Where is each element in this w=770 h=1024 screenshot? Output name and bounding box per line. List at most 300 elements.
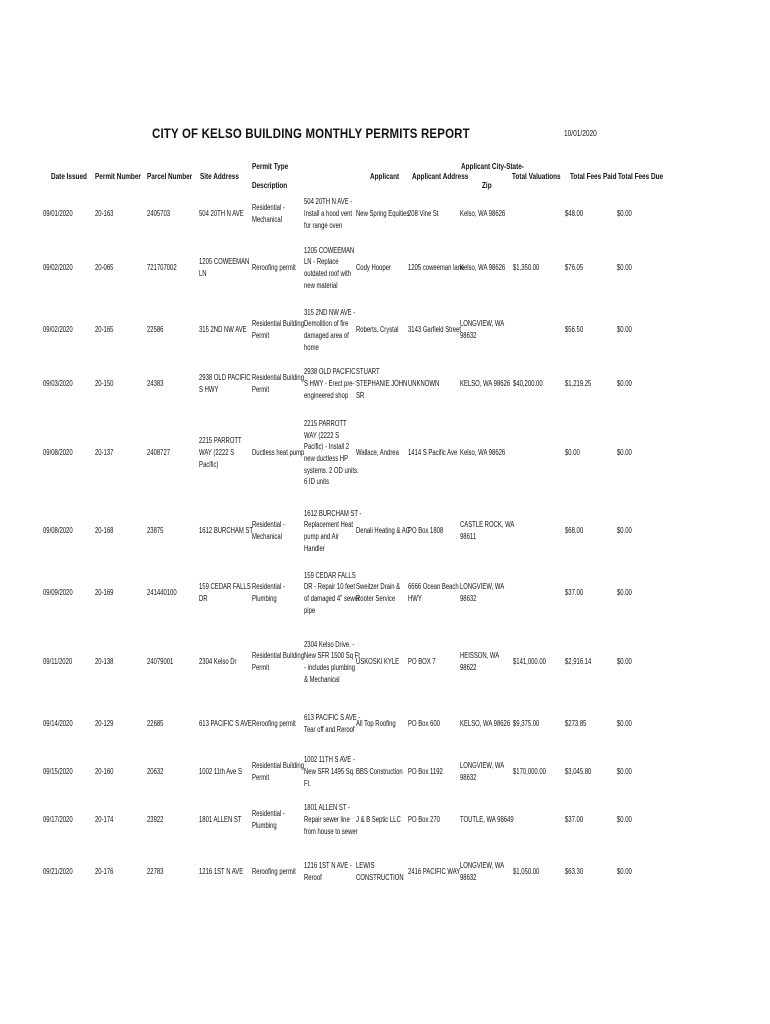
cell-parcel-number <box>147 447 170 459</box>
cell-permit-number-line: 20-150 <box>95 379 114 389</box>
cell-applicant-line: All Top Roofing <box>356 719 396 729</box>
cell-applicant <box>356 581 400 604</box>
cell-site-address <box>199 581 251 604</box>
cell-parcel-number-line: 23922 <box>147 815 164 825</box>
cell-applicant-address-line: PO BOX 7 <box>408 657 436 667</box>
cell-applicant-city-line: 98632 <box>460 873 477 882</box>
cell-applicant-address-line: 6666 Ocean Beach <box>408 582 459 592</box>
cell-applicant-city <box>460 860 504 883</box>
cell-description-line: Demolition of fire <box>304 319 349 329</box>
cell-applicant-city-line: TOUTLE, WA 98649 <box>460 815 514 825</box>
cell-description <box>304 196 352 231</box>
cell-applicant-city-line: LONGVIEW, WA <box>460 319 505 329</box>
cell-site-address <box>199 525 253 537</box>
cell-permit-number <box>95 814 113 826</box>
cell-total-fees-due-line: $0.00 <box>617 379 632 389</box>
cell-description-line: 2215 PARROTT <box>304 418 347 428</box>
cell-site-address-line: 1205 COWEEMAN <box>199 257 250 267</box>
cell-description-line: - includes plumbing <box>304 663 356 672</box>
cell-date-issued <box>43 766 73 778</box>
cell-permit-type-line: Permit <box>252 385 270 394</box>
cell-site-address-line: DR <box>199 594 208 603</box>
cell-total-valuation-line: $1,350.00 <box>513 263 540 273</box>
cell-permit-number-line: 20-065 <box>95 263 114 273</box>
cell-description-line: 2304 Kelso Drive. - <box>304 639 355 649</box>
cell-permit-number-line: 20-165 <box>95 325 114 335</box>
cell-permit-type-line: Reroofing permit <box>252 867 296 877</box>
cell-applicant-line: CONSTRUCTION <box>356 873 404 882</box>
cell-date-issued <box>43 587 73 599</box>
cell-date-issued-line: 09/08/2020 <box>43 448 73 458</box>
cell-permit-number <box>95 718 113 730</box>
cell-applicant-city <box>460 718 510 730</box>
cell-permit-type <box>252 581 285 604</box>
cell-applicant-address <box>408 581 459 604</box>
cell-site-address-line: Pacific) <box>199 459 219 469</box>
cell-total-fees-due-line: $0.00 <box>617 867 632 877</box>
cell-applicant-line: USKOSKI KYLE <box>356 657 400 667</box>
cell-permit-type-line: Residential Building <box>252 319 304 329</box>
cell-applicant-address-line: PO Box 270 <box>408 815 440 825</box>
cell-site-address <box>199 435 242 470</box>
cell-total-fees-due-line: $0.00 <box>617 588 632 598</box>
cell-total-fees-paid-line: $1,219.25 <box>565 379 592 389</box>
cell-applicant-address-line: 2416 PACIFIC WAY <box>408 867 461 877</box>
cell-date-issued-line: 09/02/2020 <box>43 325 73 335</box>
header-applicant-zip: Zip <box>482 181 492 190</box>
cell-site-address <box>199 256 249 279</box>
cell-permit-type <box>252 866 296 878</box>
cell-site-address <box>199 372 251 395</box>
cell-applicant-address-line: PO Box 1192 <box>408 767 443 777</box>
cell-applicant-city <box>460 581 504 604</box>
cell-applicant-address <box>408 208 439 220</box>
cell-total-fees-paid <box>565 262 583 274</box>
cell-applicant-city-line: LONGVIEW, WA <box>460 582 505 592</box>
cell-site-address <box>199 766 242 778</box>
cell-total-valuation-line: $1,050.00 <box>513 867 540 877</box>
cell-permit-type-line: Permit <box>252 331 270 340</box>
cell-total-valuation <box>513 262 539 274</box>
cell-date-issued <box>43 324 73 336</box>
cell-permit-type-line: Residential - <box>252 809 285 819</box>
cell-parcel-number <box>147 766 163 778</box>
cell-applicant-address <box>408 525 443 537</box>
cell-description-line: engineered shop <box>304 390 349 400</box>
cell-total-fees-due <box>617 587 632 599</box>
cell-description-line: DR - Repair 10 feet <box>304 582 356 592</box>
cell-total-fees-due <box>617 208 632 220</box>
header-total-fees-due: Total Fees Due <box>618 172 664 181</box>
cell-permit-type-line: Residential - <box>252 520 285 530</box>
header-parcel-number: Parcel Number <box>147 172 193 181</box>
cell-applicant <box>356 656 399 668</box>
cell-description-line: new ductless HP <box>304 454 349 463</box>
cell-permit-type <box>252 650 304 673</box>
cell-total-fees-paid-line: $273.85 <box>565 719 587 729</box>
cell-applicant-city-line: LONGVIEW, WA <box>460 861 505 871</box>
cell-date-issued <box>43 525 73 537</box>
cell-date-issued-line: 09/08/2020 <box>43 526 73 536</box>
cell-date-issued-line: 09/09/2020 <box>43 588 73 598</box>
cell-total-fees-due <box>617 378 632 390</box>
cell-parcel-number <box>147 587 177 599</box>
cell-applicant-line: SR <box>356 390 365 400</box>
cell-date-issued-line: 09/14/2020 <box>43 719 73 729</box>
cell-applicant <box>356 525 410 537</box>
header-site-address: Site Address <box>200 172 239 181</box>
cell-total-fees-paid-line: $37.00 <box>565 815 584 825</box>
cell-applicant-address <box>408 766 443 778</box>
cell-site-address <box>199 718 252 730</box>
cell-permit-number-line: 20-168 <box>95 526 114 536</box>
cell-parcel-number <box>147 262 177 274</box>
cell-site-address-line: 159 CEDAR FALLS <box>199 582 251 592</box>
cell-applicant <box>356 262 391 274</box>
cell-permit-type-line: Mechanical <box>252 532 282 541</box>
cell-site-address <box>199 866 243 878</box>
cell-date-issued <box>43 262 73 274</box>
cell-date-issued <box>43 378 73 390</box>
cell-applicant-city-line: 98632 <box>460 773 477 782</box>
cell-total-fees-paid <box>565 718 586 730</box>
cell-total-fees-due-line: $0.00 <box>617 719 632 729</box>
cell-applicant-city-line: 98632 <box>460 594 477 603</box>
cell-applicant-line: BBS Construction <box>356 767 403 777</box>
header-date-issued: Date Issued <box>51 172 87 181</box>
cell-applicant-city <box>460 262 505 274</box>
cell-site-address-line: 613 PACIFIC S AVE <box>199 719 252 729</box>
cell-total-fees-paid-line: $48.00 <box>565 209 584 219</box>
cell-permit-type-line: Reroofing permit <box>252 263 296 273</box>
cell-site-address-line: 1612 BURCHAM ST <box>199 526 253 536</box>
cell-permit-type-line: Ductless heat pump <box>252 448 305 458</box>
cell-description-line: 1801 ALLEN ST - <box>304 803 350 813</box>
cell-applicant-line: Wallace, Andrea <box>356 448 399 458</box>
cell-date-issued-line: 09/21/2020 <box>43 867 73 877</box>
cell-site-address-line: S HWY <box>199 385 219 394</box>
cell-permit-type <box>252 372 304 395</box>
header-description: Description <box>252 181 288 190</box>
cell-total-fees-paid <box>565 866 583 878</box>
cell-total-fees-paid <box>565 587 583 599</box>
cell-total-fees-paid-line: $63.30 <box>565 867 584 877</box>
cell-description-line: 504 20TH N AVE - <box>304 197 353 207</box>
cell-total-fees-due-line: $0.00 <box>617 209 632 219</box>
cell-date-issued-line: 09/03/2020 <box>43 379 73 389</box>
cell-permit-number <box>95 525 113 537</box>
cell-parcel-number <box>147 525 163 537</box>
cell-permit-number <box>95 208 113 220</box>
cell-applicant-city <box>460 208 505 220</box>
cell-parcel-number <box>147 718 163 730</box>
cell-permit-type-line: Residential Building <box>252 373 304 383</box>
cell-parcel-number <box>147 656 173 668</box>
cell-permit-type-line: Residential - <box>252 203 285 213</box>
cell-description-line: Ft. <box>304 778 311 788</box>
cell-description <box>304 418 359 488</box>
cell-total-fees-due-line: $0.00 <box>617 448 632 458</box>
cell-permit-type <box>252 262 296 274</box>
cell-site-address <box>199 814 241 826</box>
cell-description-line: Handler <box>304 543 325 553</box>
cell-applicant-city-line: Kelso, WA 98626 <box>460 263 506 273</box>
cell-parcel-number-line: 24079001 <box>147 657 174 667</box>
cell-permit-type <box>252 447 304 459</box>
cell-description <box>304 508 361 555</box>
cell-applicant-line: Rooter Service <box>356 594 396 603</box>
cell-permit-number-line: 20-137 <box>95 448 114 458</box>
cell-applicant-city-line: KELSO, WA 98626 <box>460 719 511 729</box>
cell-parcel-number <box>147 866 163 878</box>
cell-description-line: LN - Replace <box>304 257 339 267</box>
cell-permit-number-line: 20-160 <box>95 767 114 777</box>
cell-permit-type-line: Plumbing <box>252 594 277 603</box>
cell-permit-type <box>252 519 285 542</box>
cell-description-line: pipe <box>304 605 316 615</box>
cell-total-fees-due <box>617 447 632 459</box>
cell-description <box>304 570 360 617</box>
cell-total-fees-due <box>617 324 632 336</box>
cell-permit-type <box>252 718 296 730</box>
cell-total-fees-paid <box>565 378 591 390</box>
cell-parcel-number-line: 2408727 <box>147 448 171 458</box>
cell-description <box>304 307 355 354</box>
cell-total-fees-due <box>617 718 632 730</box>
cell-applicant-line: Roberts, Crystal <box>356 325 399 335</box>
cell-site-address-line: 1801 ALLEN ST <box>199 815 242 825</box>
cell-description <box>304 712 360 735</box>
cell-total-fees-paid-line: $0.00 <box>565 448 580 458</box>
cell-applicant-city <box>460 519 514 542</box>
cell-total-fees-paid-line: $37.00 <box>565 588 584 598</box>
cell-applicant-address <box>408 718 440 730</box>
cell-applicant-city <box>460 378 510 390</box>
cell-description-line: 1205 COWEEMAN <box>304 245 355 255</box>
cell-site-address-line: WAY (2222 S <box>199 448 235 458</box>
cell-site-address-line: 2215 PARROTT <box>199 436 242 446</box>
cell-permit-type-line: Residential Building <box>252 761 304 771</box>
cell-applicant-address <box>408 866 460 878</box>
cell-parcel-number-line: 20632 <box>147 767 164 777</box>
cell-permit-number <box>95 656 113 668</box>
cell-description-line: New SFR 1495 Sq. <box>304 767 355 777</box>
cell-total-fees-due-line: $0.00 <box>617 657 632 667</box>
cell-permit-type-line: Mechanical <box>252 215 282 224</box>
cell-description <box>304 245 354 292</box>
cell-description-line: outdated roof with <box>304 269 352 278</box>
cell-applicant-city-line: HEISSON, WA <box>460 651 500 661</box>
cell-applicant <box>356 718 396 730</box>
cell-permit-number-line: 20-176 <box>95 867 114 877</box>
cell-date-issued-line: 09/01/2020 <box>43 209 73 219</box>
cell-parcel-number-line: 241440100 <box>147 588 177 598</box>
header-permit-type: Permit Type <box>252 162 289 171</box>
cell-applicant-address-line: 208 Vine St <box>408 209 439 219</box>
cell-description-line: & Mechanical <box>304 674 340 684</box>
cell-applicant-address-line: PO Box 1808 <box>408 526 444 536</box>
cell-total-valuation-line: $9,375.00 <box>513 719 540 729</box>
cell-permit-type <box>252 318 304 341</box>
cell-description <box>304 802 358 837</box>
cell-applicant-address-line: PO Box 600 <box>408 719 440 729</box>
header-total-fees-paid: Total Fees Paid <box>570 172 617 181</box>
cell-applicant-city <box>460 318 504 341</box>
cell-applicant-address-line: HWY <box>408 594 422 603</box>
cell-permit-number-line: 20-169 <box>95 588 114 598</box>
cell-date-issued-line: 09/11/2020 <box>43 657 73 667</box>
cell-permit-type-line: Reroofing permit <box>252 719 296 729</box>
cell-applicant-address-line: 3143 Garfield Street <box>408 325 461 335</box>
report-title: CITY OF KELSO BUILDING MONTHLY PERMITS REPORT <box>152 125 470 141</box>
cell-permit-type-line: Residential - <box>252 582 285 592</box>
cell-date-issued <box>43 814 73 826</box>
header-permit-number: Permit Number <box>95 172 141 181</box>
cell-site-address-line: LN <box>199 269 207 278</box>
cell-applicant-line: STEPHANIE JOHN <box>356 379 408 389</box>
cell-description-line: from house to sewer <box>304 826 358 836</box>
cell-applicant-city-line: LONGVIEW, WA <box>460 761 505 771</box>
cell-parcel-number-line: 22586 <box>147 325 164 335</box>
cell-permit-number <box>95 324 113 336</box>
cell-total-valuation-line: $170,000.00 <box>513 767 546 777</box>
cell-total-fees-paid-line: $3,045.80 <box>565 767 592 777</box>
cell-site-address <box>199 324 247 336</box>
cell-description <box>304 860 352 883</box>
cell-parcel-number-line: 2405703 <box>147 209 171 219</box>
cell-applicant-address-line: UNKNOWN <box>408 379 440 389</box>
header-applicant: Applicant <box>370 172 400 181</box>
cell-applicant <box>356 366 407 401</box>
cell-total-fees-due <box>617 656 632 668</box>
cell-description-line: Replacement Heat <box>304 520 354 530</box>
cell-applicant-line: Cody Hooper <box>356 263 391 273</box>
cell-total-fees-due-line: $0.00 <box>617 263 632 273</box>
cell-description-line: WAY (2222 S <box>304 430 340 440</box>
cell-permit-type-line: Permit <box>252 773 270 782</box>
cell-applicant <box>356 447 399 459</box>
cell-site-address-line: 504 20TH N AVE <box>199 209 244 219</box>
cell-description-line: 159 CEDAR FALLS <box>304 570 356 580</box>
cell-applicant <box>356 814 401 826</box>
cell-total-fees-paid-line: $76.05 <box>565 263 584 273</box>
cell-applicant-city-line: CASTLE ROCK, WA <box>460 520 515 530</box>
cell-total-fees-paid <box>565 525 583 537</box>
cell-parcel-number <box>147 814 163 826</box>
cell-site-address-line: 315 2ND NW AVE <box>199 325 247 335</box>
cell-total-fees-paid <box>565 656 591 668</box>
cell-description-line: of damaged 4" sewer <box>304 594 360 603</box>
cell-permit-number-line: 20-138 <box>95 657 114 667</box>
cell-description-line: Pacific) - Install 2 <box>304 442 350 452</box>
cell-description-line: for range oven <box>304 220 343 230</box>
cell-permit-type <box>252 808 285 831</box>
cell-total-fees-due-line: $0.00 <box>617 325 632 335</box>
cell-applicant-line: J & B Septic LLC <box>356 815 401 825</box>
cell-permit-type-line: Residential Building <box>252 651 304 661</box>
cell-description-line: home <box>304 342 319 352</box>
cell-description-line: 1002 11TH S AVE - <box>304 755 355 765</box>
cell-site-address-line: 1002 11th Ave S <box>199 767 242 777</box>
cell-applicant-city-line: Kelso, WA 98626 <box>460 209 506 219</box>
cell-permit-number-line: 20-174 <box>95 815 114 825</box>
cell-total-valuation-line: $40,200.00 <box>513 379 543 389</box>
cell-description-line: S HWY - Erect pre- <box>304 379 355 389</box>
cell-total-fees-due <box>617 814 632 826</box>
cell-applicant-line: LEWIS <box>356 861 375 871</box>
cell-applicant-address <box>408 378 439 390</box>
cell-total-valuation <box>513 656 546 668</box>
cell-applicant <box>356 324 398 336</box>
cell-date-issued <box>43 656 72 668</box>
cell-description-line: pump and Air <box>304 532 339 541</box>
cell-applicant-line: New Spring Equities <box>356 209 410 219</box>
cell-permit-number <box>95 447 113 459</box>
cell-applicant-address <box>408 814 440 826</box>
cell-description-line: Repair sewer line <box>304 815 350 825</box>
cell-site-address-line: 2938 OLD PACIFIC <box>199 373 251 383</box>
cell-applicant-city <box>460 760 504 783</box>
cell-description-line: Install a hood vent <box>304 209 353 219</box>
header-applicant-city: Applicant City-State- <box>461 162 524 171</box>
cell-applicant-city <box>460 447 505 459</box>
cell-permit-number <box>95 766 113 778</box>
cell-applicant-city-line: Kelso, WA 98626 <box>460 448 506 458</box>
cell-description-line: new material <box>304 280 338 290</box>
cell-applicant-city <box>460 650 499 673</box>
cell-site-address <box>199 656 237 668</box>
cell-parcel-number-line: 24383 <box>147 379 164 389</box>
header-total-valuations: Total Valuations <box>512 172 561 181</box>
cell-total-fees-paid <box>565 447 580 459</box>
cell-applicant-address <box>408 447 457 459</box>
cell-parcel-number-line: 22783 <box>147 867 164 877</box>
cell-applicant-address <box>408 262 464 274</box>
cell-total-valuation <box>513 378 543 390</box>
cell-description-line: 1216 1ST N AVE - <box>304 861 352 871</box>
cell-permit-number <box>95 866 113 878</box>
cell-description-line: 315 2ND NW AVE - <box>304 307 356 317</box>
cell-permit-number <box>95 378 113 390</box>
cell-description-line: systems. 2 OD units. <box>304 465 359 475</box>
cell-permit-type-line: Permit <box>252 663 270 672</box>
cell-applicant <box>356 766 403 778</box>
cell-description <box>304 639 360 686</box>
cell-total-fees-paid <box>565 766 591 778</box>
cell-total-fees-paid <box>565 324 583 336</box>
cell-applicant-address-line: 1414 S Pacific Ave <box>408 448 458 458</box>
cell-permit-number-line: 20-129 <box>95 719 114 729</box>
cell-applicant-address <box>408 324 461 336</box>
cell-applicant-line: Sweitzer Drain & <box>356 582 401 592</box>
cell-site-address-line: 1216 1ST N AVE <box>199 867 244 877</box>
cell-total-fees-due <box>617 262 632 274</box>
cell-applicant-address <box>408 656 436 668</box>
cell-total-fees-due <box>617 866 632 878</box>
cell-total-fees-due-line: $0.00 <box>617 767 632 777</box>
cell-total-fees-paid-line: $68.00 <box>565 526 584 536</box>
cell-permit-number-line: 20-163 <box>95 209 114 219</box>
cell-date-issued-line: 09/15/2020 <box>43 767 73 777</box>
cell-date-issued <box>43 866 73 878</box>
cell-description-line: 613 PACIFIC S AVE - <box>304 713 361 723</box>
cell-date-issued <box>43 208 73 220</box>
cell-permit-number <box>95 262 113 274</box>
cell-total-fees-due-line: $0.00 <box>617 815 632 825</box>
cell-total-valuation <box>513 718 539 730</box>
cell-description-line: 2938 OLD PACIFIC <box>304 367 356 377</box>
cell-total-fees-due-line: $0.00 <box>617 526 632 536</box>
